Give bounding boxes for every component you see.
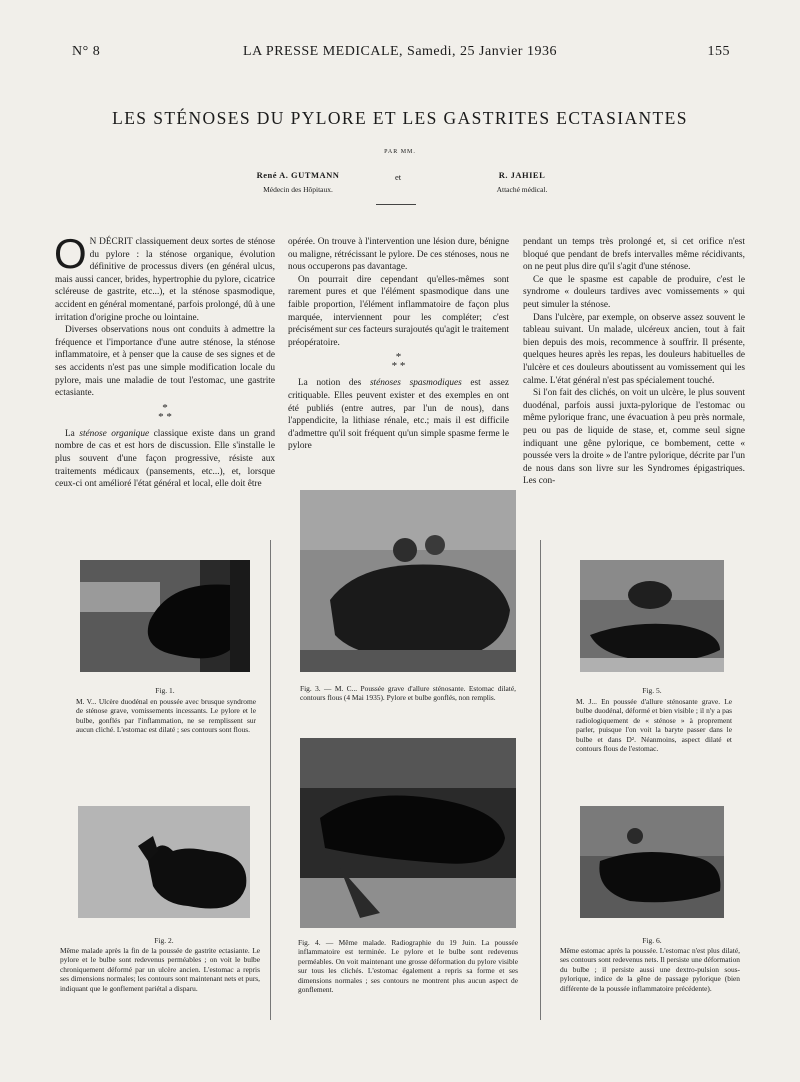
journal-header: LA PRESSE MEDICALE, Samedi, 25 Janvier 1936 [243, 44, 557, 59]
fig5-image [580, 560, 724, 672]
fig5-radiograph [580, 560, 724, 672]
fig1-image [80, 560, 250, 672]
col2-paragraph-3 [288, 377, 509, 453]
fig1-caption: M. V... Ulcère duodénal en poussée avec brusque syndrome de sténose grave, vomissements incessants. Le pylore et le bulbe, gonflés par l'inflammation, ne se remplissent sur aucun cliché. L'estomac est dilaté ; ses contours sont flous. [76, 697, 256, 735]
page-number: 155 [707, 44, 730, 59]
paragraph-2: Diverses observations nous ont conduits à admettre la fréquence et l'importance d'une autre sténose, la sténose inflammatoire, et à penser que la cause de ses signes et de ses accidents n'est pas une simple modification locale du pylore, mais une maladie de tout l'estomac, une gastrite ectasiante. [55, 325, 275, 399]
col3-paragraph-2: Ce que le spasme est capable de produire, c'est le syndrome « douleurs tardives avec vomissements » qui peut simuler la sténose. [523, 274, 745, 310]
lead-words: N DÉCRIT [89, 237, 133, 247]
star-bottom-2: * * [391, 360, 406, 373]
fig4-image [300, 738, 516, 928]
author-1-affiliation: Médecin des Hôpitaux. [263, 185, 333, 194]
col2-p3-text: est assez critiquable. Elles peuvent exister et des exemples en ont été publiés (entre autres, par l'un de nous), dans l'appendicite, la lithiase rénale, etc.; mais il est difficile d'admettre qu'il soit fréquent qu'un simple spasme ferme le pylore [288, 378, 510, 452]
col2-paragraph-1: opérée. On trouve à l'intervention une lésion dure, bénigne ou maligne, rétrécissant le pylore. De ces sténoses, nous ne nous occuperons pas davantage. [288, 237, 509, 273]
fig4-title: Fig. 4. — Même malade. [298, 938, 387, 947]
fig1-radiograph [80, 560, 250, 672]
star-bottom: * * [158, 410, 172, 423]
column-rule-left [270, 540, 271, 1020]
paragraph-3 [55, 428, 275, 491]
fig6-radiograph [580, 806, 724, 918]
fig2-caption: Même malade après la fin de la poussée de gastrite ectasiante. Le pylore et le bulbe sont redevenus perméables ; on voit le bulbe chroniquement déformé par un ulcère ancien. L'estomac a repris ses dimensions normales; les contours sont maintenant nets et purs, indiquant que le gonflement pariétal a disparu. [60, 946, 260, 993]
p3-emphasis: sténose organique [79, 428, 150, 439]
fig1-title: Fig. 1. [155, 686, 175, 695]
fig3-image [300, 490, 516, 672]
author-1-name: René A. GUTMANN [256, 170, 340, 180]
column-rule-right [540, 540, 541, 1020]
fig2-title: Fig. 2. [154, 936, 174, 945]
article-title: LES STÉNOSES DU PYLORE ET LES GASTRITES ECTASIANTES [112, 108, 688, 128]
fig3-caption-block [300, 684, 516, 703]
fig5-caption: M. J... En poussée d'allure sténosante grave. Le bulbe duodénal, déformé et bien visible ; il n'y a pas radiologiquement de « sténose » à proprement parler, puisque l'on voit la baryte passer dans le bulbe et dans D². Néanmoins, aspect dilaté et contours flous de l'estomac. [576, 697, 732, 754]
fig3-radiograph [300, 490, 516, 672]
drop-cap: O [54, 230, 87, 277]
fig3-title: Fig. 3. — M. C... [300, 684, 358, 693]
author-2-affiliation: Attaché médical. [496, 185, 548, 194]
fig2-image [78, 806, 250, 918]
column-3 [523, 236, 745, 488]
author-conjunction: et [395, 172, 402, 182]
col3-paragraph-3: Dans l'ulcère, par exemple, on observe assez souvent le tableau suivant. Un malade, ulcéreux ancien, tout à fait bien depuis des mois, recommence à souffrir. Il présente, quelques heures après les repas, les douleurs habituelles de l'ulcère et ces douleurs aboutissent au vomissement qui les calme. L'état général n'est pas spécialement touché. [523, 312, 745, 386]
fig2-radiograph [78, 806, 250, 918]
col2-paragraph-2: On pourrait dire cependant qu'elles-mêmes sont rarement pures et que l'élément spasmodique dans une faible proportion, l'élément inflammatoire de façon plus marquée, interviennent pour les compléter; c'est précisément sur ces facteurs surajoutés qu'agit le traitement préopératoire. [288, 274, 509, 348]
section-stars [55, 401, 275, 423]
title-divider [376, 204, 416, 205]
by-line: PAR MM. [384, 149, 416, 155]
fig3-caption: Poussée grave d'allure sténosante. Estomac dilaté, contours flous (4 Mai 1935). Pylore et bulbe gonflés, non remplis. [300, 684, 516, 703]
fig6-image [580, 806, 724, 918]
paragraph-1 [54, 230, 275, 324]
col3-paragraph-4: Si l'on fait des clichés, on voit un ulcère, le plus souvent duodénal, parfois aussi juxta-pylorique de l'estomac ou même pylorique franc, une évacuation à peu près normale, peu ou pas de liquide de stase, et, comme seul signe indiquant une gêne pylorique, ce bombement, cette « poussée vers la droite » de l'antre pylorique, décrite par l'un de nous dans son livre sur les Syndromes épigastriques. Les con- [523, 388, 745, 487]
paragraph-1-text: classiquement deux sortes de sténose du pylore : la sténose organique, évolution définitive de processus divers (en général ulcus, mais aussi cancer, brides, hypertrophie du pylore, cicatrice scléreuse de gastrite, etc...), et la sténose spasmodique, accident en général momentané, parfois prolongé, dû à une irritation d'origine proche ou lointaine. [55, 237, 275, 323]
col2-p3-lead: La notion des [298, 378, 370, 389]
author-2-name: R. JAHIEL [498, 170, 546, 180]
section-stars-2 [288, 353, 509, 371]
column-1 [54, 230, 275, 491]
fig4-radiograph [300, 738, 516, 928]
col2-p3-emphasis: sténoses spasmodiques [369, 378, 462, 389]
fig4-caption: Radiographie du 19 Juin. La poussée inflammatoire est terminée. Le pylore et le bulbe sont redevenus perméables. On voit maintenant une grosse déformation du pylore visible sur tous les clichés. L'estomac également a repris sa forme et ses dimensions normales ; ses contours ne montrent plus aucun aspect de gonflement. [298, 938, 518, 995]
p3-text: classique existe dans un grand nombre de cas et est hors de discussion. Elle s'installe le plus souvent d'une façon progressive, résiste aux traitements médicaux (pansements, etc...), et, lorsque ceux-ci ont amélioré l'état général et local, elle doit être [55, 428, 275, 490]
fig4-caption-block [298, 938, 518, 994]
fig5-title: Fig. 5. [642, 686, 662, 695]
fig6-title: Fig. 6. [642, 936, 662, 945]
author-block-2 [452, 170, 592, 194]
col3-paragraph-1: pendant un temps très prolongé et, si cet orifice n'est bloqué que pendant de brefs intervalles même récidivants, on ne peut plus dire qu'il s'agit d'une sténose. [523, 237, 745, 273]
fig6-caption: Même estomac après la poussée. L'estomac n'est plus dilaté, ses contours sont redevenus nets. Il persiste une déformation du bulbe ; il persiste aussi une dextro-pulsion sous-pylorique, indice de la gêne de passage pylorique (bien différente de la poussée inflammatoire précédente). [560, 946, 740, 993]
author-block-1 [218, 170, 378, 194]
star-top: * [162, 401, 168, 414]
p3-lead: La [65, 428, 80, 439]
column-2 [288, 236, 509, 453]
star-top-2: * [395, 351, 402, 364]
issue-number: N° 8 [72, 44, 101, 59]
